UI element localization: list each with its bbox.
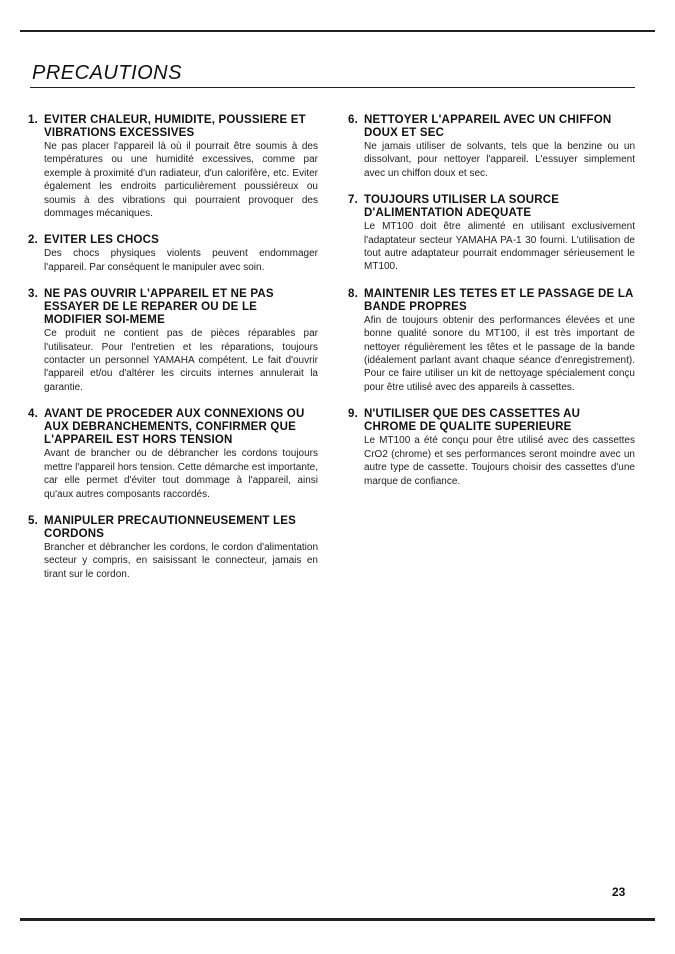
item-body: Afin de toujours obtenir des performances élevées et une bonne qualité sonore du MT100, il est très important de nettoyer régulièrement les têtes et le passage de la bande (idéalement parlant avant chaque séance d'enregistrement). Pour ce faire utiliser un kit de nettoyage spécialement conçu pour être utilisé avec des appareils à cassettes. xyxy=(364,314,635,393)
top-rule xyxy=(20,30,655,32)
item-body: Avant de brancher ou de débrancher les cordons toujours mettre l'appareil hors tension. Cette démarche est importante, car elle permet d'éviter tout dommage à l'appareil, ainsi qu'aux autres composants raccordés. xyxy=(44,448,318,500)
bottom-rule xyxy=(20,918,655,921)
item-number: 1. xyxy=(28,114,38,126)
item-number: 4. xyxy=(28,408,38,421)
item-number: 7. xyxy=(348,194,358,207)
item-body: Ne jamais utiliser de solvants, tels que la benzine ou un dissolvant, pour nettoyer l'appareil. L'essuyer simplement avec un chiffon doux et sec. xyxy=(364,141,635,179)
precaution-item-7 xyxy=(348,194,635,274)
item-heading: EVITER LES CHOCS xyxy=(44,234,160,247)
precaution-item-4 xyxy=(28,408,318,501)
item-heading: EVITER CHALEUR, HUMIDITE, POUSSIERE ET VIBRATIONS EXCESSIVES xyxy=(44,114,306,139)
item-number: 5. xyxy=(28,514,38,527)
precaution-item-8 xyxy=(348,288,635,394)
item-number: 8. xyxy=(348,287,358,300)
page-number: 23 xyxy=(612,885,626,899)
left-column xyxy=(28,114,318,595)
item-heading: MANIPULER PRECAUTIONNEUSEMENT LES CORDONS xyxy=(44,514,296,540)
item-heading: NETTOYER L'APPAREIL AVEC UN CHIFFON DOUX ET SEC xyxy=(364,114,612,139)
item-heading: MAINTENIR LES TETES ET LE PASSAGE DE LA BANDE PROPRES xyxy=(364,287,634,313)
precaution-item-5 xyxy=(28,515,318,581)
item-heading: N'UTILISER QUE DES CASSETTES AU CHROME DE QUALITE SUPERIEURE xyxy=(364,408,581,434)
item-number: 9. xyxy=(348,408,358,421)
right-column xyxy=(348,114,635,502)
item-body: Le MT100 a été conçu pour être utilisé avec des cassettes CrO2 (chrome) et ses performances seront moindre avec un autre type de cassette. Toujours choisir des cassettes d'une marque de confiance. xyxy=(364,435,635,487)
item-body: Ce produit ne contient pas de pièces réparables par l'utilisateur. Pour l'entretien et les réparations, toujours contacter un personnel YAMAHA compétent. Le fait d'ouvrir l'appareil et/ou d'altérer les circuits internes annulerait la garantie. xyxy=(44,328,318,393)
precaution-item-2 xyxy=(28,234,318,274)
item-body: Ne pas placer l'appareil là où il pourrait être soumis à des températures ou une humidité excessives, comme par exemple à proximité d'un radiateur, d'un calorifère, etc. Eviter également les endroits particulièrement poussiéreux ou soumis à des vibrations qui pourraient provoquer des dommages mécaniques. xyxy=(44,141,318,220)
item-number: 6. xyxy=(348,114,358,126)
page-title: PRECAUTIONS xyxy=(32,62,182,84)
precaution-item-3 xyxy=(28,288,318,394)
precaution-item-1 xyxy=(28,114,318,220)
item-heading: AVANT DE PROCEDER AUX CONNEXIONS OU AUX DEBRANCHEMENTS, CONFIRMER QUE L'APPAREIL EST HORS TENSION xyxy=(44,408,305,447)
title-underline xyxy=(30,87,635,88)
item-body: Le MT100 doit être alimenté en utilisant exclusivement l'adaptateur secteur YAMAHA PA-1 30 fourni. L'utilisation de tout autre adaptateur pourrait endommager sérieusement le MT100. xyxy=(364,221,635,273)
item-heading: NE PAS OUVRIR L'APPAREIL ET NE PAS ESSAYER DE LE REPARER OU DE LE MODIFIER SOI-MEME xyxy=(44,288,274,327)
item-heading: TOUJOURS UTILISER LA SOURCE D'ALIMENTATION ADEQUATE xyxy=(364,194,560,220)
item-number: 2. xyxy=(28,234,38,247)
item-number: 3. xyxy=(28,288,38,301)
item-body: Brancher et débrancher les cordons, le cordon d'alimentation secteur y compris, en saisissant le connecteur, jamais en tirant sur le cordon. xyxy=(44,541,318,580)
precaution-item-9 xyxy=(348,408,635,488)
precaution-item-6 xyxy=(348,114,635,180)
item-body: Des chocs physiques violents peuvent endommager l'appareil. Par conséquent le manipuler avec soin. xyxy=(44,248,318,273)
